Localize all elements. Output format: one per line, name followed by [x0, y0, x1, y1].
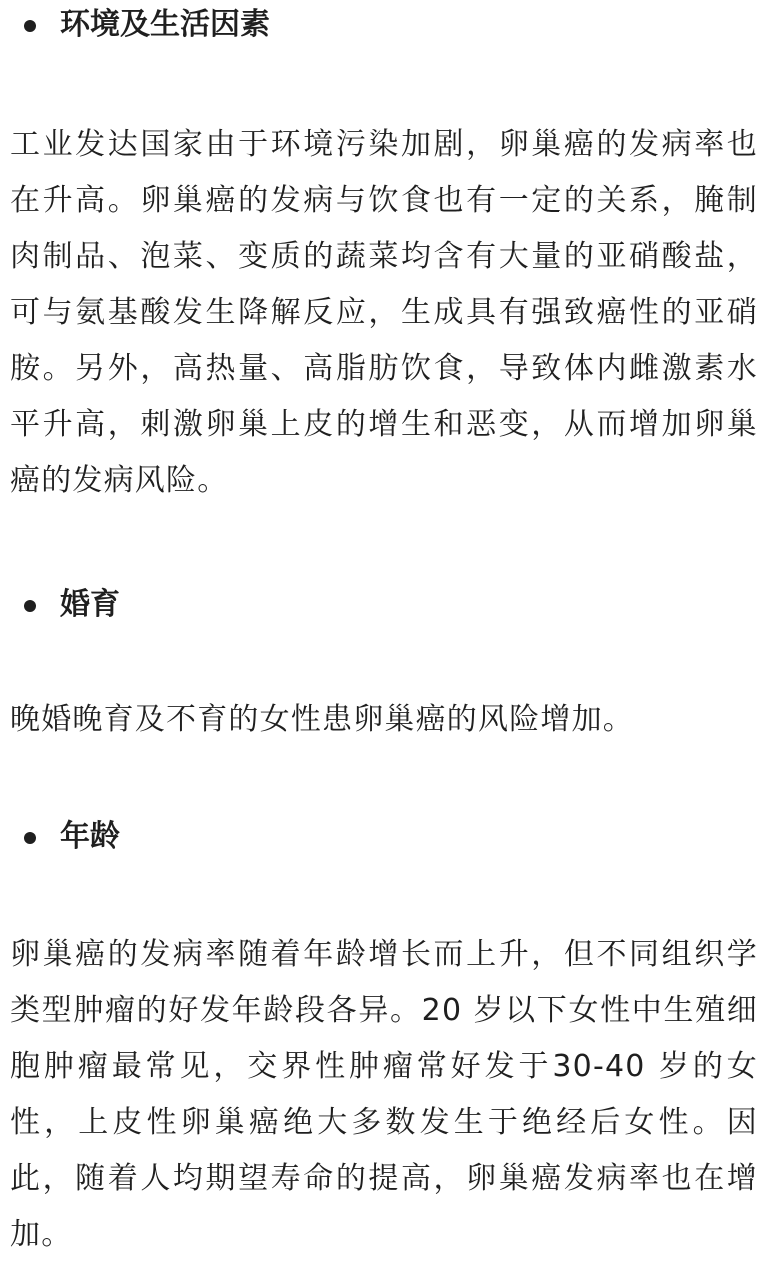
section-heading-text: 环境及生活因素 [60, 7, 270, 42]
section-heading-text: 年龄 [60, 819, 120, 854]
section-heading-environment [10, 0, 758, 50]
section-heading-age [10, 812, 758, 862]
section-heading-text: 婚育 [60, 587, 120, 622]
section-paragraph-age: 卵巢癌的发病率随着年龄增长而上升，但不同组织学类型肿瘤的好发年龄段各异。20 岁以下女性中生殖细胞肿瘤最常见，交界性肿瘤常好发于30-40 岁的女性，上皮性卵巢癌绝大多数发生于绝经后女性。因此，随着人均期望寿命的提高，卵巢癌发病率也在增加。 [10, 937, 758, 1252]
bullet-dot-icon [24, 832, 36, 844]
bullet-dot-icon [24, 600, 36, 612]
section-heading-marriage [10, 580, 758, 630]
section-paragraph-marriage: 晚婚晚育及不育的女性患卵巢癌的风险增加。 [10, 702, 634, 737]
bullet-dot-icon [24, 20, 36, 32]
section-paragraph-environment: 工业发达国家由于环境污染加剧，卵巢癌的发病率也在升高。卵巢癌的发病与饮食也有一定的关系，腌制肉制品、泡菜、变质的蔬菜均含有大量的亚硝酸盐，可与氨基酸发生降解反应，生成具有强致癌性的亚硝胺。另外，高热量、高脂肪饮食，导致体内雌激素水平升高，刺激卵巢上皮的增生和恶变，从而增加卵巢癌的发病风险。 [10, 127, 758, 498]
